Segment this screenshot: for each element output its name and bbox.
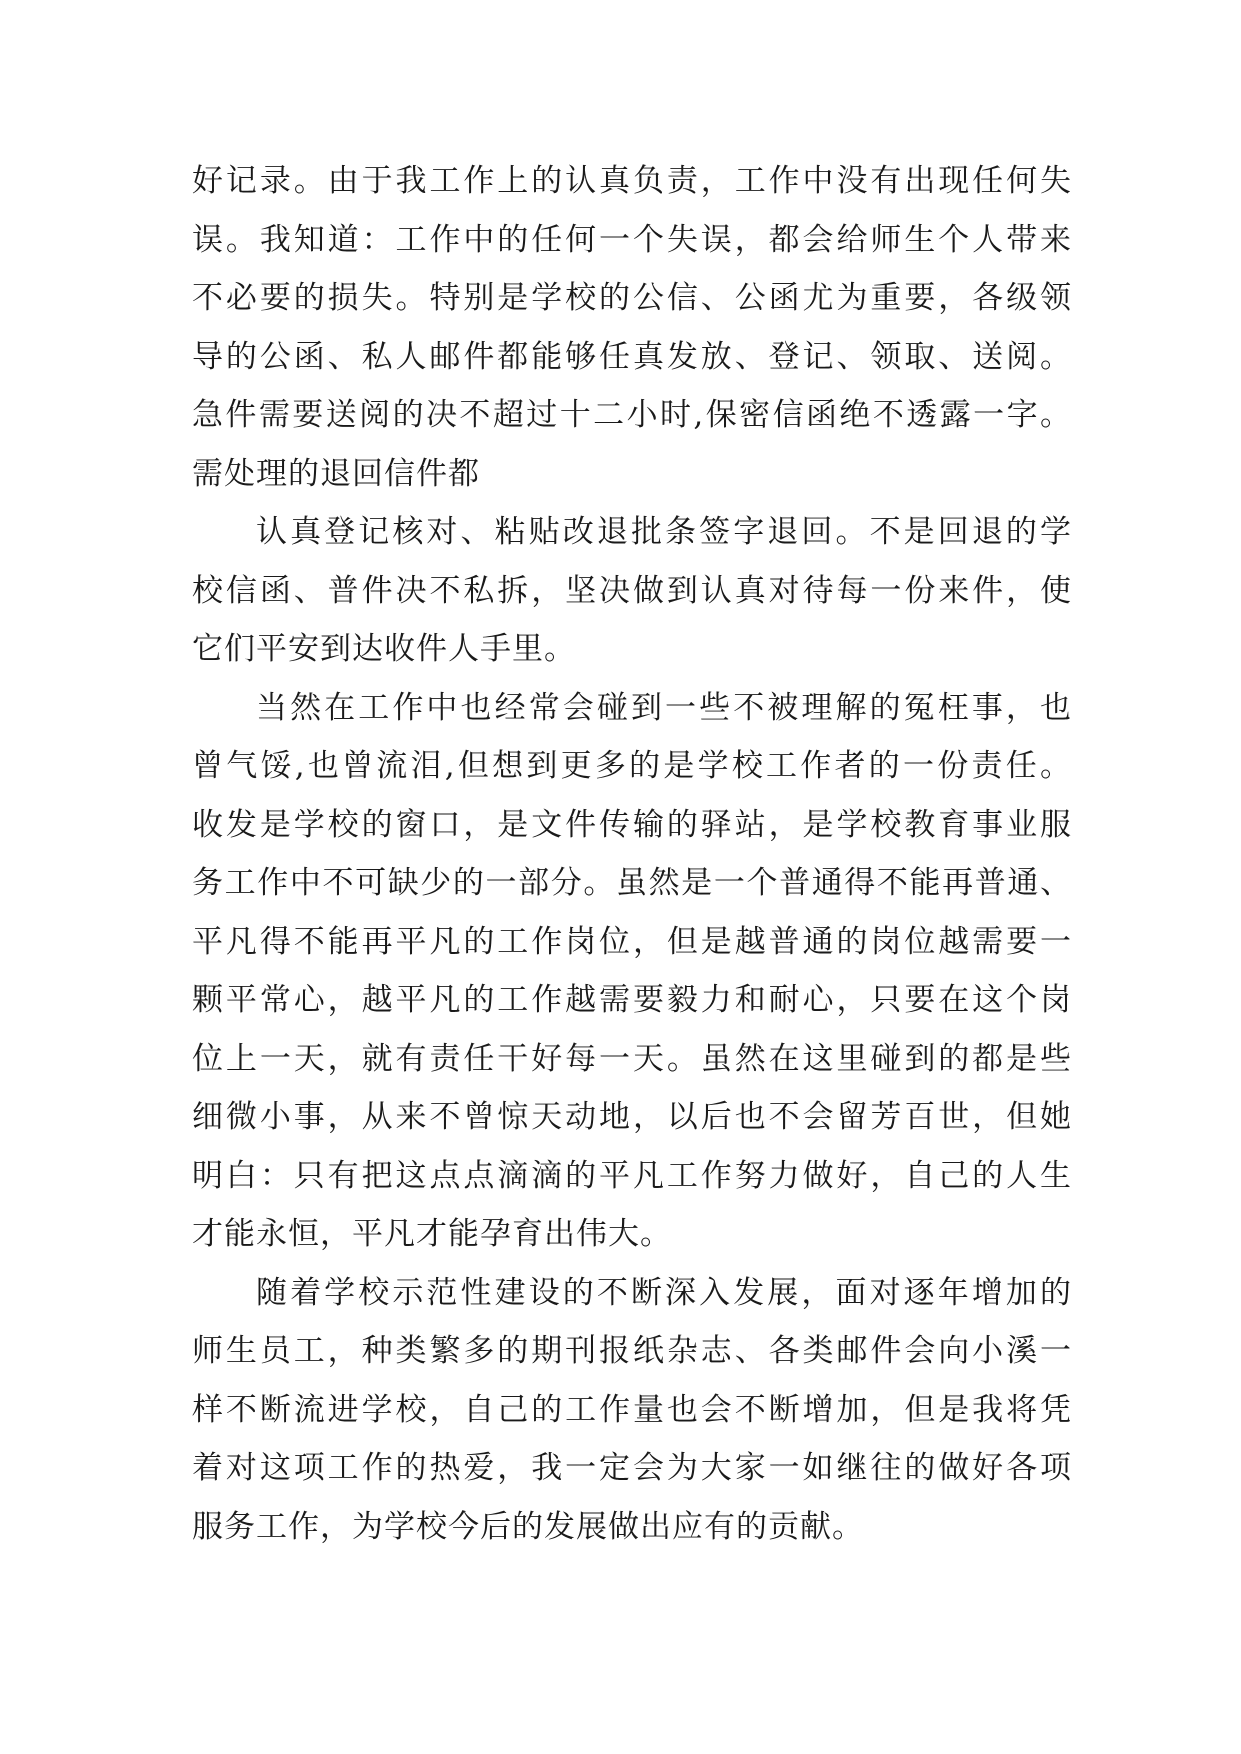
- text-line: 务工作中不可缺少的一部分。虽然是一个普通得不能再普通、: [192, 865, 1072, 901]
- text-line: 误。我知道：工作中的任何一个失误，都会给师生个人带来: [192, 221, 1072, 258]
- text-line: 急件需要送阅的决不超过十二小时,保密信函绝不透露一字。: [192, 397, 1072, 433]
- text-line: 细微小事，从来不曾惊天动地，以后也不会留芳百世，但她: [192, 1099, 1072, 1135]
- paragraph-first-line: 随着学校示范性建设的不断深入发展，面对逐年增加的: [256, 1274, 1072, 1311]
- text-line: 师生员工，种类繁多的期刊报纸杂志、各类邮件会向小溪一: [192, 1333, 1072, 1369]
- text-line: 校信函、普件决不私拆，坚决做到认真对待每一份来件，使: [192, 572, 1072, 609]
- text-line: 好记录。由于我工作上的认真负责，工作中没有出现任何失: [192, 163, 1072, 199]
- paragraph-first-line: 当然在工作中也经常会碰到一些不被理解的冤枉事，也: [256, 689, 1072, 726]
- text-line: 样不断流进学校，自己的工作量也会不断增加，但是我将凭: [192, 1391, 1072, 1428]
- text-line: 不必要的损失。特别是学校的公信、公函尤为重要，各级领: [192, 280, 1072, 316]
- text-line: 颗平常心，越平凡的工作越需要毅力和耐心，只要在这个岗: [192, 982, 1072, 1018]
- document-body: [192, 152, 1072, 1556]
- text-line: 明白：只有把这点点滴滴的平凡工作努力做好，自己的人生: [192, 1157, 1072, 1194]
- text-line: 收发是学校的窗口，是文件传输的驿站，是学校教育事业服: [192, 806, 1072, 843]
- paragraph-first-line: 认真登记核对、粘贴改退批条签字退回。不是回退的学: [256, 514, 1072, 550]
- text-line: 需处理的退回信件都: [192, 455, 480, 492]
- text-line: 服务工作，为学校今后的发展做出应有的贡献。: [192, 1508, 864, 1545]
- text-line: 平凡得不能再平凡的工作岗位，但是越普通的岗位越需要一: [192, 923, 1072, 960]
- text-line: 它们平安到达收件人手里。: [192, 631, 576, 667]
- text-line: 曾气馁,也曾流泪,但想到更多的是学校工作者的一份责任。: [192, 748, 1072, 784]
- text-line: 才能永恒，平凡才能孕育出伟大。: [192, 1216, 672, 1252]
- text-line: 导的公函、私人邮件都能够任真发放、登记、领取、送阅。: [192, 338, 1072, 375]
- text-line: 位上一天，就有责任干好每一天。虽然在这里碰到的都是些: [192, 1040, 1072, 1077]
- text-line: 着对这项工作的热爱，我一定会为大家一如继往的做好各项: [192, 1450, 1072, 1486]
